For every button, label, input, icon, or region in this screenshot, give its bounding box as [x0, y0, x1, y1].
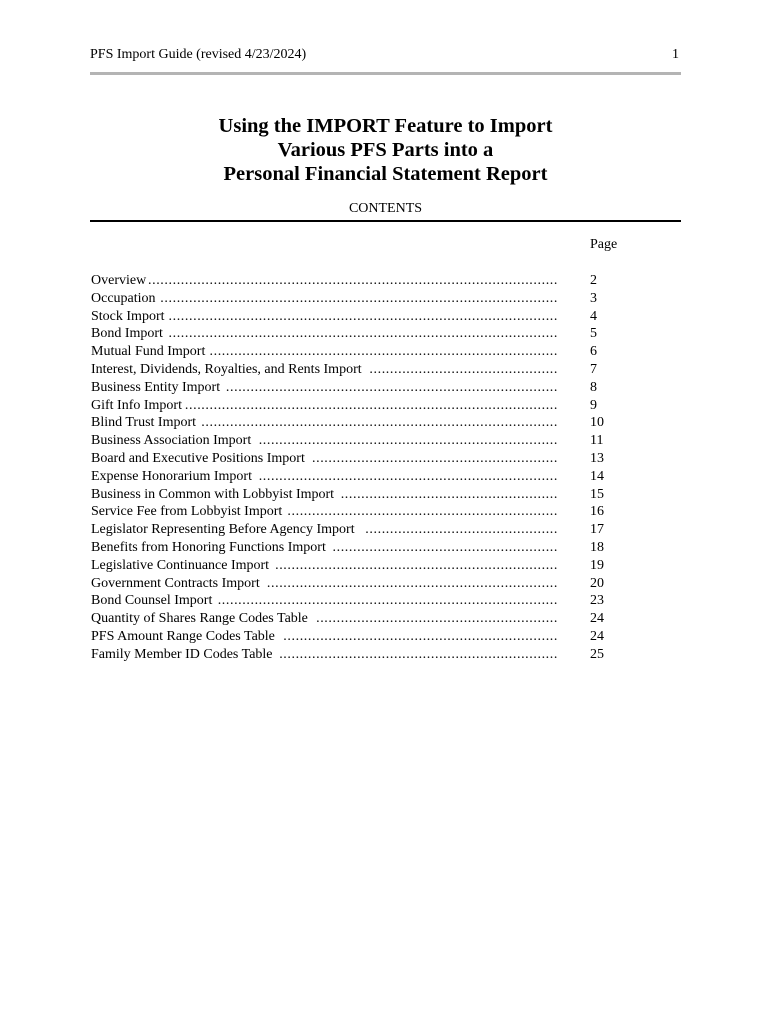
- toc-entry-title: Quantity of Shares Range Codes Table: [91, 611, 308, 627]
- toc-dot-leader: ...............................................: [365, 522, 558, 538]
- contents-heading: CONTENTS: [348, 201, 423, 216]
- toc-entry-title: Interest, Dividends, Royalties, and Rents Import: [91, 361, 362, 377]
- toc-entry-title: Occupation: [91, 290, 156, 306]
- toc-dot-leader: ...............................................................................................: [168, 326, 558, 342]
- toc-dot-leader: ..............................................: [369, 361, 558, 377]
- toc-entry-page: 4: [590, 308, 597, 324]
- toc-entry-page: 7: [590, 361, 597, 377]
- toc-dot-leader: .........................................................................: [258, 468, 558, 484]
- toc-entry-page: 16: [590, 504, 604, 520]
- toc-dot-leader: ...................................................................................: [217, 593, 558, 609]
- contents-divider: [90, 220, 681, 222]
- toc-entry-title: Stock Import: [91, 308, 165, 324]
- toc-entry[interactable]: [91, 397, 631, 415]
- toc-dot-leader: .....................................................: [340, 486, 558, 502]
- toc-entry[interactable]: [91, 272, 631, 290]
- toc-dot-leader: .................................................................................................: [160, 290, 558, 306]
- toc-entry-page: 6: [590, 344, 597, 360]
- toc-dot-leader: .......................................................................................: [201, 415, 558, 431]
- toc-entry[interactable]: [91, 325, 631, 343]
- toc-entry[interactable]: [91, 290, 631, 308]
- toc-entry-page: 10: [590, 415, 604, 431]
- document-title-line-1: Using the IMPORT Feature to Import: [218, 115, 553, 137]
- toc-entry-page: 20: [590, 575, 604, 591]
- toc-entry[interactable]: [91, 308, 631, 326]
- toc-entry-title: Business Association Import: [91, 433, 252, 449]
- toc-entry-title: Board and Executive Positions Import: [91, 450, 305, 466]
- toc-entry-page: 2: [590, 273, 597, 288]
- toc-entry-title: Mutual Fund Import: [91, 344, 206, 360]
- toc-entry-title: Expense Honorarium Import: [91, 468, 252, 484]
- toc-entry[interactable]: [91, 414, 631, 432]
- toc-entry[interactable]: [91, 539, 631, 557]
- toc-entry-page: 18: [590, 539, 604, 555]
- toc-dot-leader: ...........................................................: [316, 611, 558, 627]
- toc-entry-page: 14: [590, 468, 604, 484]
- toc-entry-title: Blind Trust Import: [91, 415, 197, 431]
- toc-dot-leader: .......................................................................: [266, 575, 558, 591]
- toc-entry[interactable]: [91, 628, 631, 646]
- toc-dot-leader: .......................................................: [332, 539, 558, 555]
- table-of-contents: [91, 272, 631, 664]
- toc-entry-page: 8: [590, 379, 597, 395]
- toc-entry[interactable]: [91, 575, 631, 593]
- toc-dot-leader: ....................................................................: [279, 646, 558, 662]
- toc-entry-page: 11: [590, 433, 604, 449]
- toc-entry-title: Benefits from Honoring Functions Import: [91, 539, 326, 555]
- toc-dot-leader: .........................................................................: [258, 433, 558, 449]
- toc-dot-leader: ...........................................................................................: [184, 397, 558, 413]
- toc-dot-leader: ....................................................................................................: [148, 273, 558, 288]
- toc-entry-page: 5: [590, 326, 597, 342]
- page-header: [90, 47, 681, 67]
- header-page-number: 1: [672, 47, 679, 62]
- toc-dot-leader: ...................................................................: [283, 628, 558, 644]
- toc-entry-title: Legislative Continuance Import: [91, 557, 270, 573]
- toc-entry-page: 19: [590, 557, 604, 573]
- toc-entry-page: 25: [590, 646, 604, 662]
- toc-dot-leader: ..................................................................: [287, 504, 558, 520]
- document-title-line-2: Various PFS Parts into a: [277, 139, 494, 161]
- toc-entry[interactable]: [91, 432, 631, 450]
- document-title-line-3: Personal Financial Statement Report: [223, 163, 548, 185]
- toc-entry[interactable]: [91, 557, 631, 575]
- toc-entry[interactable]: [91, 521, 631, 539]
- toc-entry-page: 9: [590, 397, 597, 413]
- toc-entry-page: 3: [590, 290, 597, 306]
- toc-entry[interactable]: [91, 450, 631, 468]
- toc-entry-title: Family Member ID Codes Table: [91, 646, 273, 662]
- toc-entry-page: 15: [590, 486, 604, 502]
- toc-entry-title: Business Entity Import: [91, 379, 221, 395]
- toc-entry[interactable]: [91, 592, 631, 610]
- toc-entry-page: 17: [590, 522, 604, 538]
- toc-dot-leader: .....................................................................................: [209, 344, 558, 360]
- toc-entry-title: Business in Common with Lobbyist Import: [91, 486, 335, 502]
- toc-dot-leader: ............................................................: [312, 450, 558, 466]
- toc-dot-leader: ...............................................................................................: [168, 308, 558, 324]
- toc-entry[interactable]: [91, 379, 631, 397]
- toc-entry-title: Bond Import: [91, 326, 163, 342]
- toc-entry[interactable]: [91, 646, 631, 664]
- toc-entry-title: Legislator Representing Before Agency Import: [91, 522, 355, 538]
- toc-entry-title: PFS Amount Range Codes Table: [91, 628, 275, 644]
- toc-entry[interactable]: [91, 610, 631, 628]
- toc-entry-title: Bond Counsel Import: [91, 593, 213, 609]
- toc-entry-page: 24: [590, 628, 604, 644]
- page-column-label: Page: [590, 237, 618, 252]
- toc-entry-page: 24: [590, 611, 604, 627]
- toc-entry-page: 13: [590, 450, 604, 466]
- toc-entry-title: Government Contracts Import: [91, 575, 260, 591]
- toc-entry[interactable]: [91, 343, 631, 361]
- toc-entry-title: Overview: [91, 273, 147, 288]
- toc-entry[interactable]: [91, 486, 631, 504]
- toc-dot-leader: .....................................................................: [275, 557, 558, 573]
- toc-entry-title: Service Fee from Lobbyist Import: [91, 504, 283, 520]
- toc-dot-leader: .................................................................................: [225, 379, 558, 395]
- toc-entry[interactable]: [91, 468, 631, 486]
- header-title: PFS Import Guide (revised 4/23/2024): [90, 47, 307, 62]
- toc-entry[interactable]: [91, 361, 631, 379]
- toc-entry-title: Gift Info Import: [91, 397, 182, 413]
- toc-entry[interactable]: [91, 503, 631, 521]
- header-divider: [90, 72, 681, 75]
- toc-entry-page: 23: [590, 593, 604, 609]
